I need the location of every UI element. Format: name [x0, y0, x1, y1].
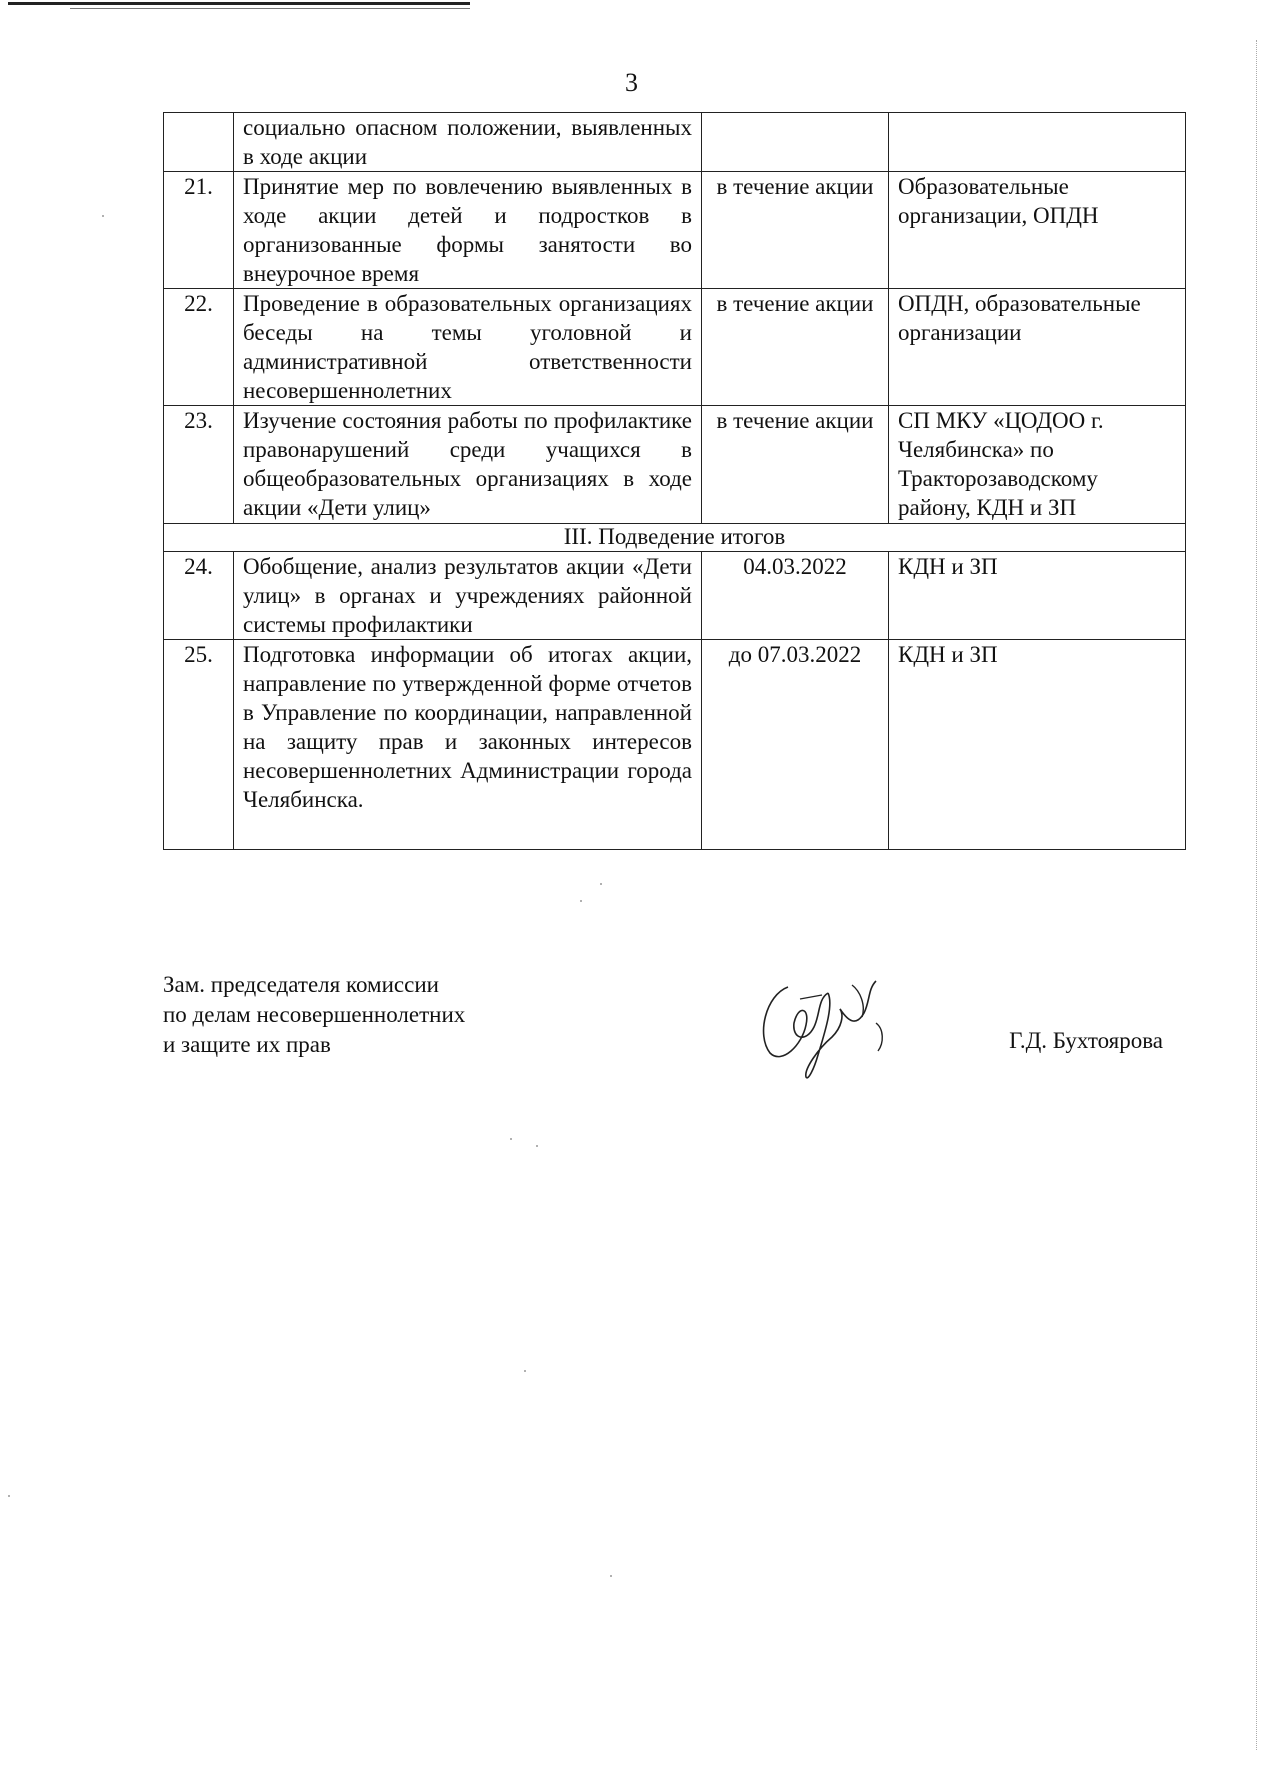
table-row [164, 172, 1186, 289]
row-responsible: ОПДН, образовательные организации [889, 289, 1186, 406]
row-responsible: КДН и ЗП [889, 640, 1186, 850]
row-term: в течение акции [702, 406, 889, 524]
scan-edge-line [70, 8, 470, 9]
action-plan-table [163, 112, 1186, 850]
table-row [164, 406, 1186, 524]
row-description: Обобщение, анализ результатов акции «Дети улиц» в органах и учреждениях районной системы профилактики [234, 552, 702, 640]
row-number: 21. [164, 172, 234, 289]
row-description: Проведение в образовательных организациях беседы на темы уголовной и административной ответственности несовершеннолетних [234, 289, 702, 406]
position-line: по делам несовершеннолетних [163, 1002, 466, 1027]
scan-speck [8, 1495, 10, 1497]
section-row [164, 524, 1186, 552]
table-row [164, 113, 1186, 172]
scan-speck [102, 215, 104, 217]
scan-edge-right [1256, 40, 1257, 1750]
row-term [702, 113, 889, 172]
scan-speck [600, 883, 602, 885]
scan-speck [610, 1575, 612, 1577]
row-responsible: СП МКУ «ЦОДОО г. Челябинска» по Тракторозаводскому району, КДН и ЗП [889, 406, 1186, 524]
table-row [164, 640, 1186, 850]
row-term: до 07.03.2022 [702, 640, 889, 850]
row-term: 04.03.2022 [702, 552, 889, 640]
row-number: 25. [164, 640, 234, 850]
row-number [164, 113, 234, 172]
row-description: Подготовка информации об итогах акции, направление по утвержденной форме отчетов в Управление по координации, направленной на защиту прав и законных интересов несовершеннолетних Администрации города Челябинска. [234, 640, 702, 850]
page-number: 3 [625, 68, 638, 97]
position-line: Зам. председателя комиссии [163, 972, 439, 997]
row-number: 22. [164, 289, 234, 406]
scan-speck [510, 1138, 512, 1140]
signatory-position [163, 970, 465, 1060]
section-heading: III. Подведение итогов [164, 524, 1186, 552]
row-number: 24. [164, 552, 234, 640]
row-description: Принятие мер по вовлечению выявленных в ходе акции детей и подростков в организованные формы занятости во внеурочное время [234, 172, 702, 289]
row-responsible [889, 113, 1186, 172]
table-row [164, 552, 1186, 640]
scan-edge-line [8, 2, 470, 5]
handwritten-signature [748, 965, 898, 1085]
row-responsible: КДН и ЗП [889, 552, 1186, 640]
scan-speck [524, 1370, 526, 1372]
row-number: 23. [164, 406, 234, 524]
signer-name: Г.Д. Бухтоярова [1009, 1028, 1163, 1053]
position-line: и защите их прав [163, 1032, 331, 1057]
scan-speck [536, 1145, 538, 1147]
row-responsible: Образовательные организации, ОПДН [889, 172, 1186, 289]
scan-speck [580, 900, 582, 902]
table-row [164, 289, 1186, 406]
row-term: в течение акции [702, 172, 889, 289]
row-description: социально опасном положении, выявленных в ходе акции [234, 113, 702, 172]
row-term: в течение акции [702, 289, 889, 406]
row-description: Изучение состояния работы по профилактике правонарушений среди учащихся в общеобразовательных организациях в ходе акции «Дети улиц» [234, 406, 702, 524]
